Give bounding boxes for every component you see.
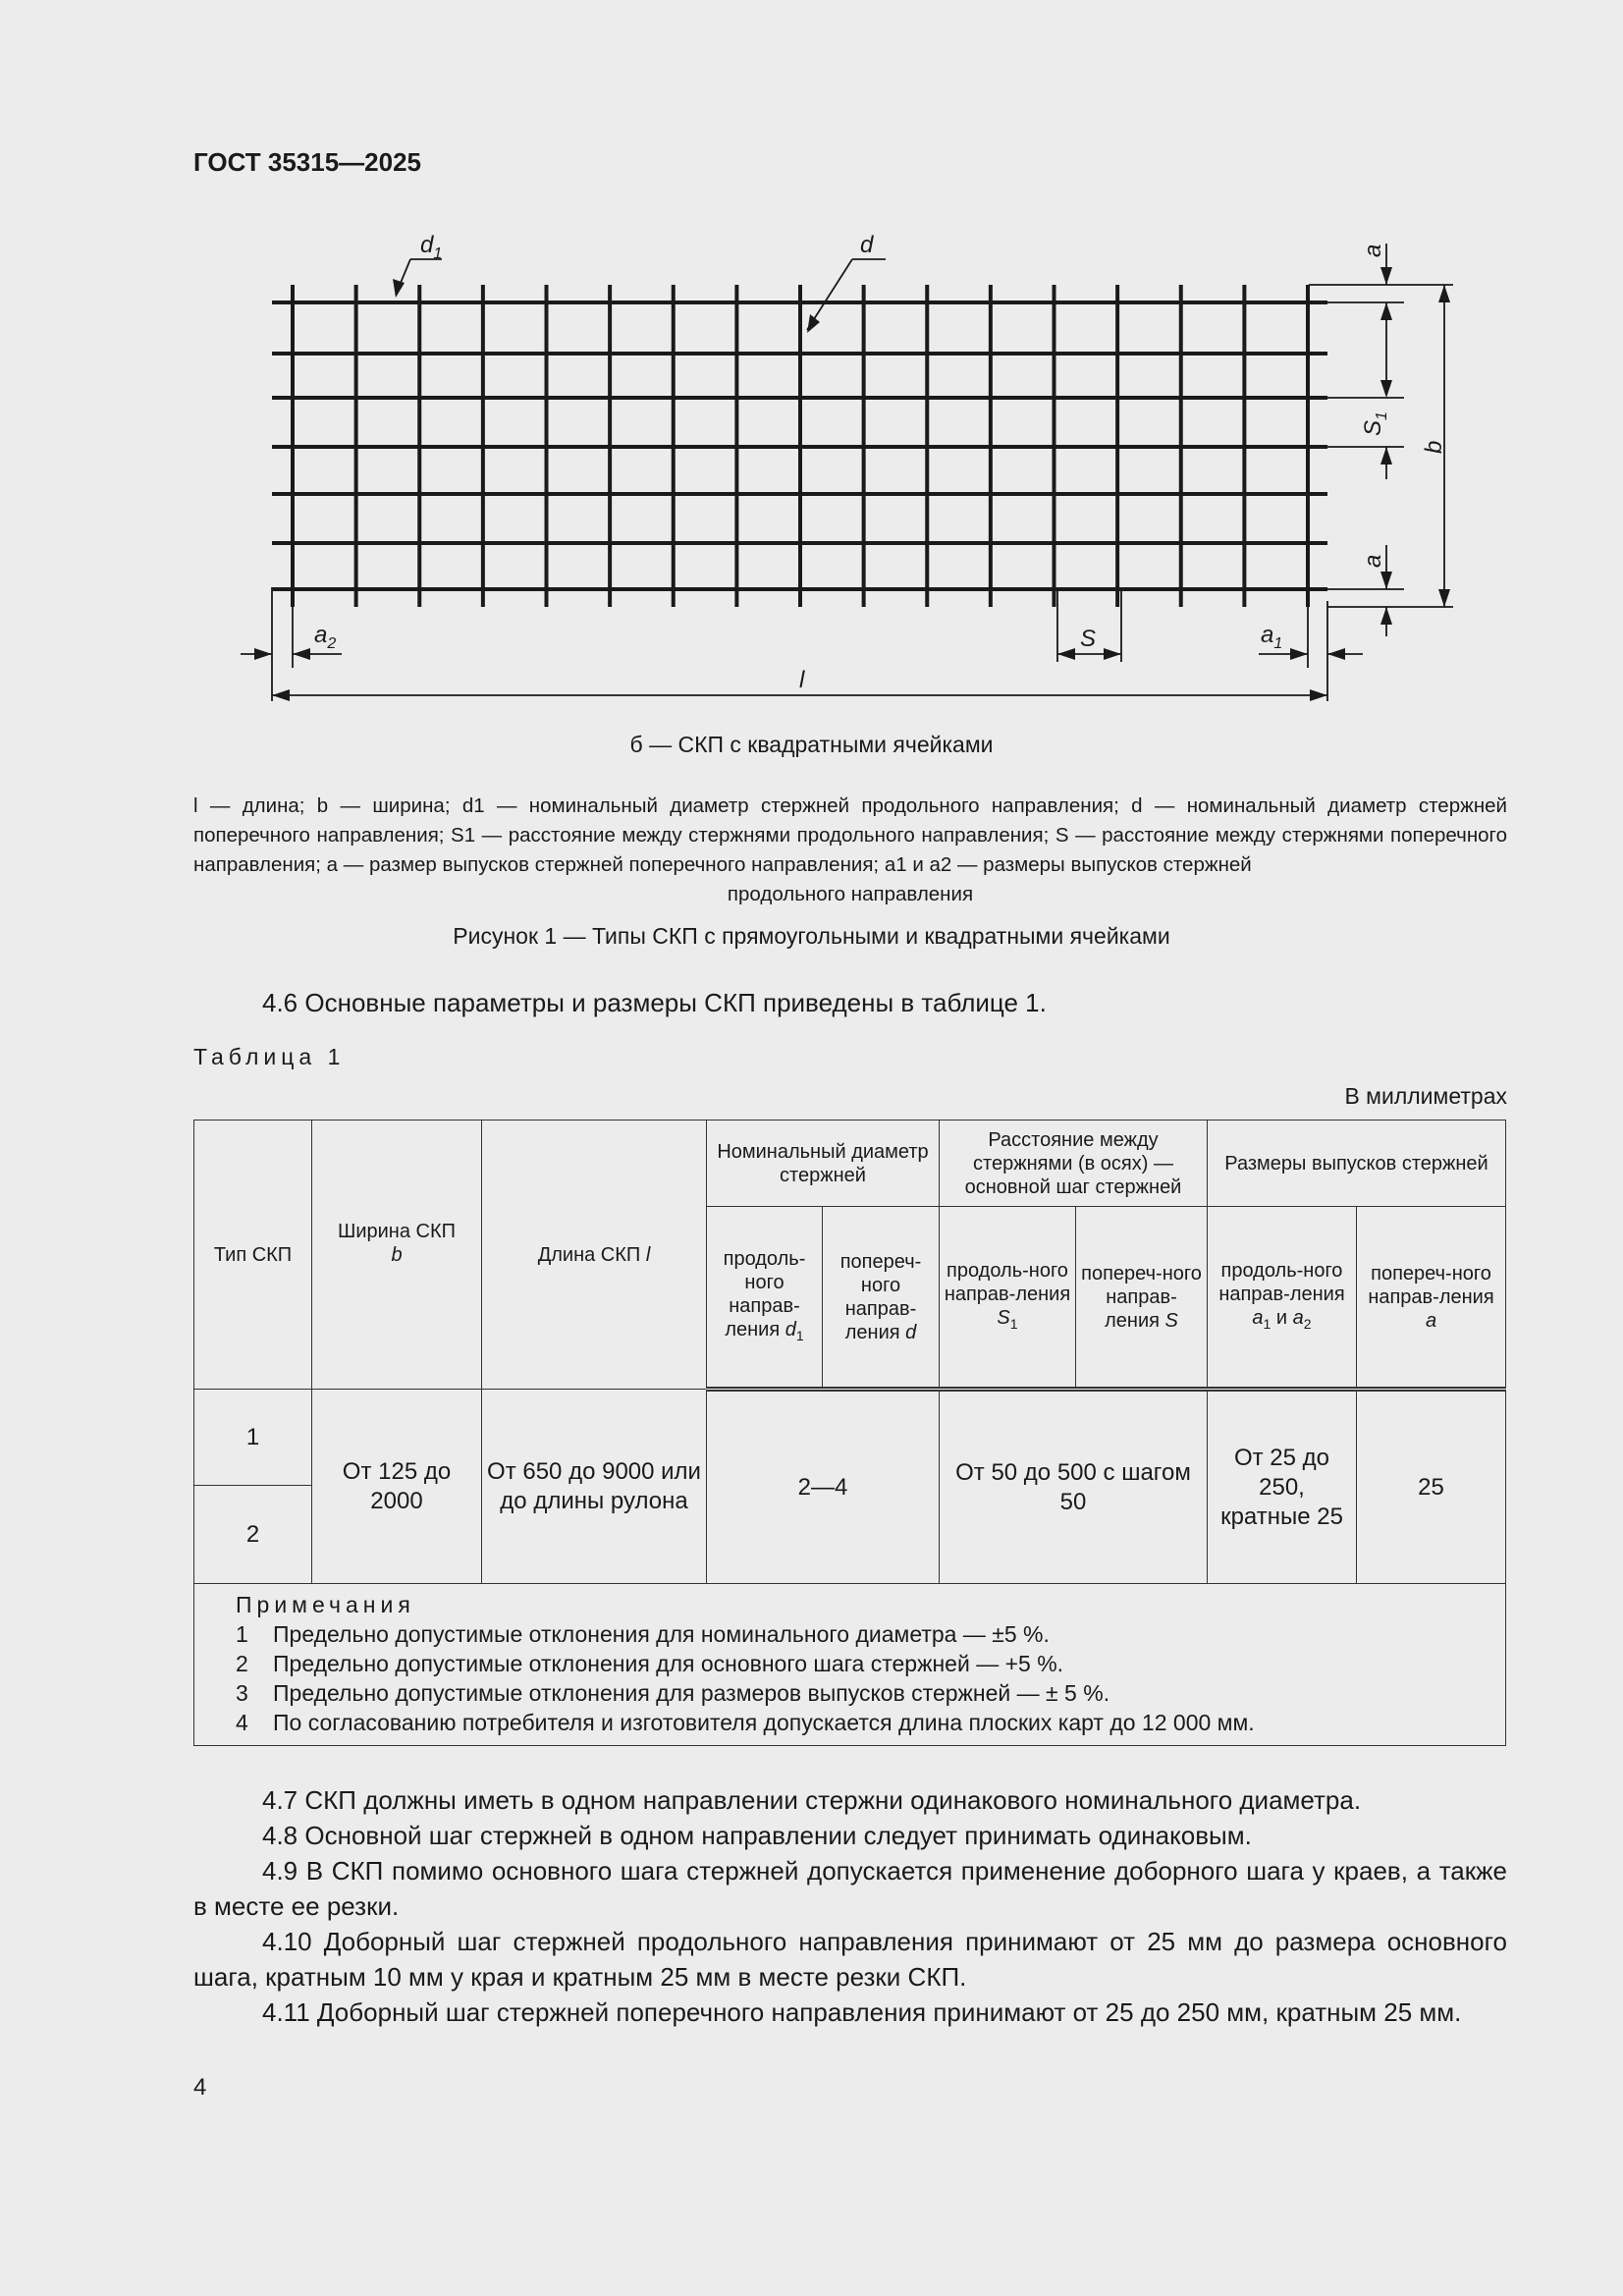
label-s: S <box>1080 626 1097 652</box>
table-units: В миллиметрах <box>1344 1083 1507 1109</box>
header-spacing-trans: попереч-ного направ-ления S <box>1076 1207 1208 1390</box>
header-spacing: Расстояние между стержнями (в осях) — основной шаг стержней <box>940 1121 1208 1207</box>
header-diam-long: продоль-ного направ-ления $d_1$ <box>707 1207 823 1390</box>
mesh-figure <box>0 0 1623 727</box>
note-4: 4 По согласованию потребителя и изготовителя допускается длина плоских карт до 12 000 мм. <box>236 1710 1255 1735</box>
figure-caption: Рисунок 1 — Типы СКП с прямоугольными и квадратными ячейками <box>453 923 1170 949</box>
table-notes <box>194 1584 1506 1746</box>
parameters-table <box>193 1120 1506 1746</box>
paragraph-4-9: 4.9 В СКП помимо основного шага стержней допускается применение доборного шага у краев, а также в месте ее резки. <box>193 1856 1507 1921</box>
cell-spacing: От 50 до 500 с шагом 50 <box>940 1390 1208 1584</box>
paragraph-4-11: 4.11 Доборный шаг стержней поперечного направления принимают от 25 до 250 мм, кратным 25 мм. <box>262 1997 1462 2027</box>
note-3: 3 Предельно допустимые отклонения для размеров выпусков стержней — ± 5 %. <box>236 1680 1110 1706</box>
header-nominal-diameter: Номинальный диаметр стержней <box>707 1121 940 1207</box>
header-type: Тип СКП <box>194 1121 312 1390</box>
header-length: Длина СКП l <box>482 1121 707 1390</box>
legend-line-3: поперечного направления; a — размер выпусков стержней поперечного направления; a1 и a2 — размеры выпусков стержней <box>193 824 1507 876</box>
paragraph-4-10: 4.10 Доборный шаг стержней продольного направления принимают от 25 мм до размера основного шага, кратным 10 мм у края и кратным 25 мм в месте резки СКП. <box>193 1927 1507 1992</box>
cell-type-2: 2 <box>194 1486 312 1584</box>
label-a2: $a_2$ <box>314 622 337 652</box>
note-2: 2 Предельно допустимые отклонения для основного шага стержней — +5 %. <box>236 1651 1064 1676</box>
legend-line-2: поперечного направления; S1 — расстояние между стержнями продольного направления; S — расстояние между стержнями <box>193 824 1384 847</box>
header-outlets-long: продоль-ного направ-ления $a_1$ и $a_2$ <box>1208 1207 1357 1390</box>
mesh-grid <box>272 285 1327 607</box>
cell-width: От 125 до 2000 <box>312 1390 482 1584</box>
table-label: Таблица 1 <box>193 1044 346 1069</box>
document-header: ГОСТ 35315—2025 <box>193 147 421 177</box>
label-l: l <box>799 667 805 693</box>
paragraph-4-7: 4.7 СКП должны иметь в одном направлении стержни одинакового номинального диаметра. <box>262 1785 1362 1815</box>
paragraph-4-8: 4.8 Основной шаг стержней в одном направлении следует принимать одинаковым. <box>262 1821 1252 1850</box>
cell-outlets-trans: 25 <box>1357 1390 1506 1584</box>
label-b: b <box>1421 440 1447 454</box>
legend-line-4: продольного направления <box>727 883 974 905</box>
figure-legend <box>193 792 1507 909</box>
header-diam-trans: попереч-ного направ-ления d <box>823 1207 940 1390</box>
header-outlets: Размеры выпусков стержней <box>1208 1121 1506 1207</box>
note-1: 1 Предельно допустимые отклонения для номинального диаметра — ±5 %. <box>236 1621 1050 1647</box>
cell-diameter: 2—4 <box>707 1390 940 1584</box>
legend-line-1: l — длина; b — ширина; d1 — номинальный диаметр стержней продольного направления; d — номинальный диаметр стержней <box>193 794 1507 817</box>
paragraph-4-6: 4.6 Основные параметры и размеры СКП приведены в таблице 1. <box>262 988 1047 1017</box>
label-s1: $S_1$ <box>1360 411 1390 436</box>
header-spacing-long: продоль-ного направ-ления $S_1$ <box>940 1207 1076 1390</box>
label-d1: $d_1$ <box>420 232 443 262</box>
figure-subcaption: б — СКП с квадратными ячейками <box>629 732 994 757</box>
cell-outlets-long: От 25 до 250, кратные 25 <box>1208 1390 1357 1584</box>
notes-title: Примечания <box>236 1592 415 1617</box>
cell-type-1: 1 <box>194 1390 312 1486</box>
header-width: Ширина СКП b <box>312 1121 482 1390</box>
label-a1: $a_1$ <box>1261 622 1283 652</box>
label-a-top: a <box>1360 244 1386 257</box>
label-a-bottom: a <box>1360 554 1386 568</box>
header-outlets-trans: попереч-ного направ-ления a <box>1357 1207 1506 1390</box>
cell-length: От 650 до 9000 или до длины рулона <box>482 1390 707 1584</box>
page-number: 4 <box>193 2074 207 2101</box>
label-d: d <box>860 232 874 258</box>
